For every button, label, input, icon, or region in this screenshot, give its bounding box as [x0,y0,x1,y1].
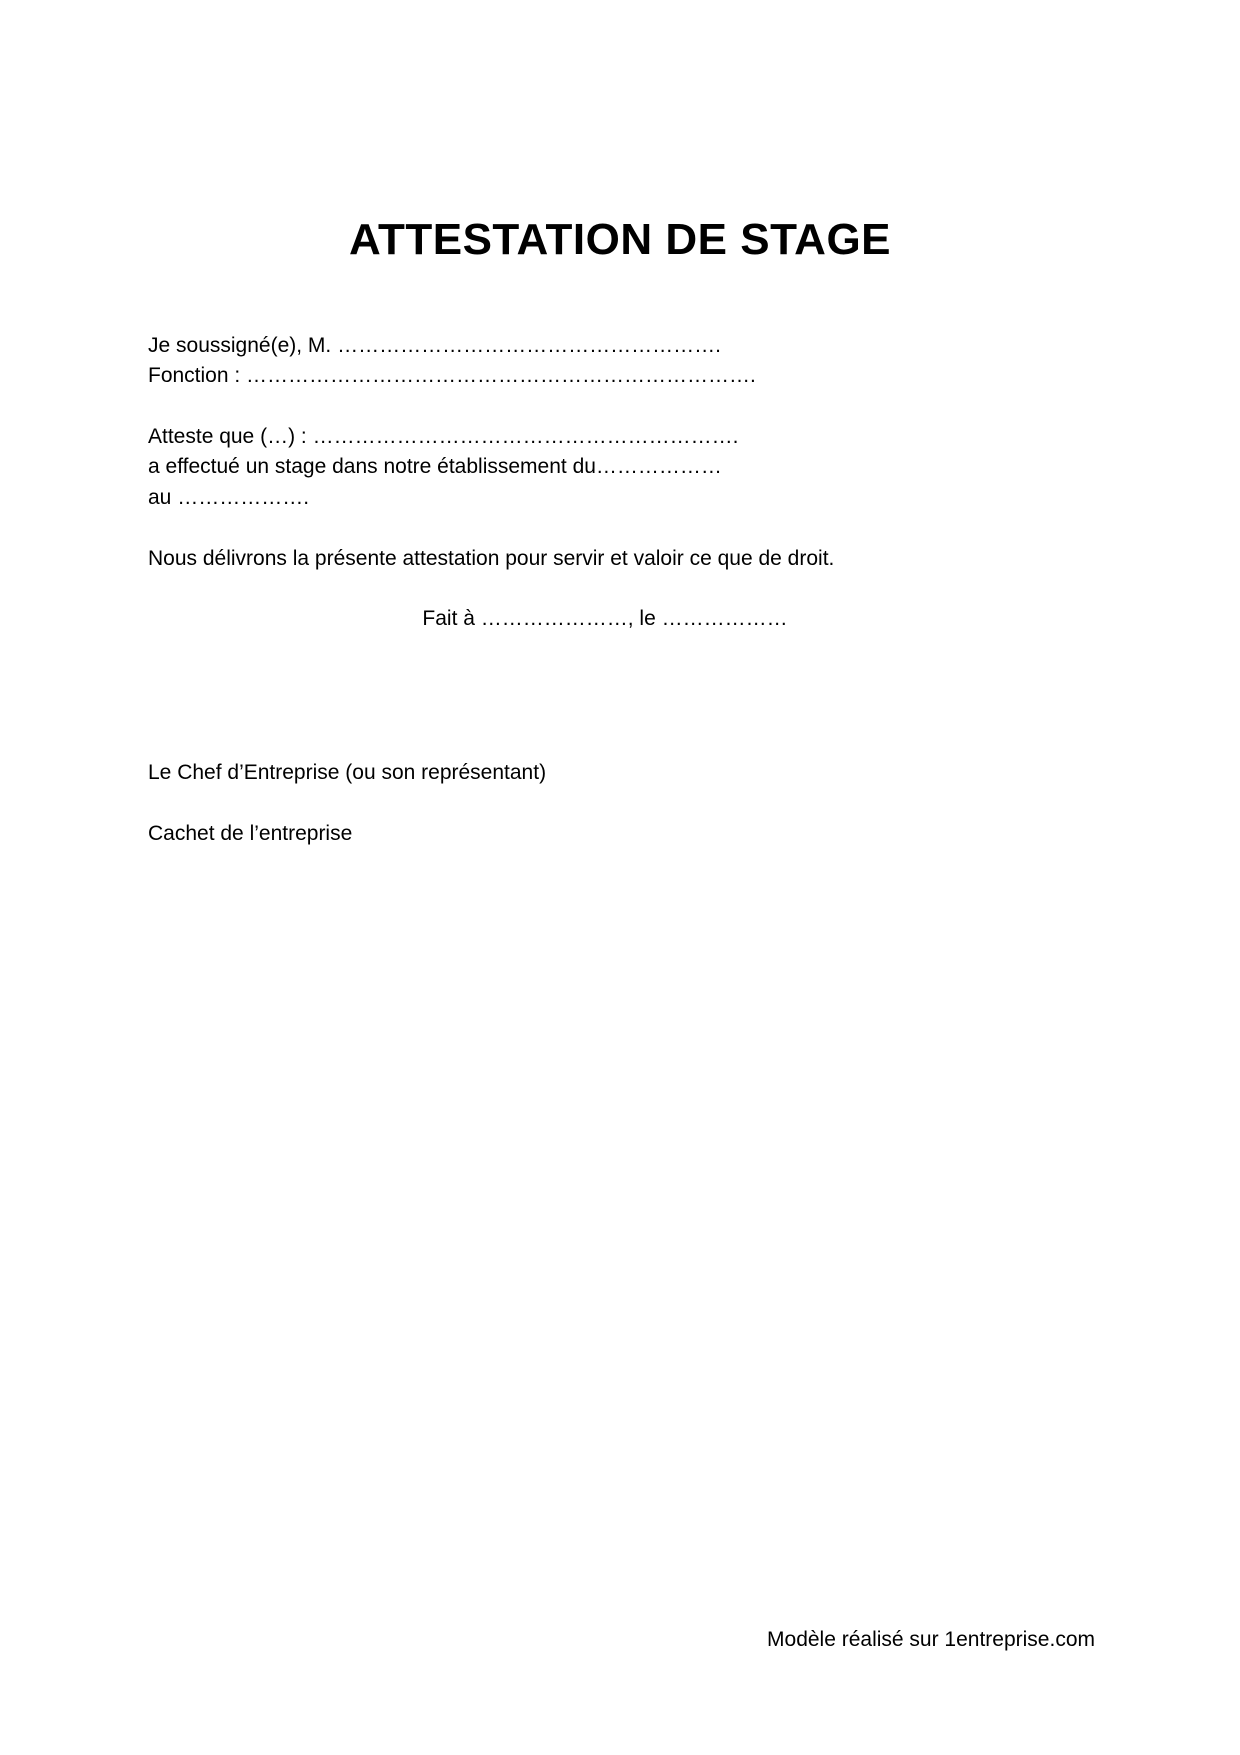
signature-label: Le Chef d’Entreprise (ou son représentant) [148,761,547,784]
company-stamp-label: Cachet de l’entreprise [148,822,353,845]
document-title: ATTESTATION DE STAGE [348,215,892,264]
soussigne-line: Je soussigné(e), M. ………………………………………………. [148,334,721,357]
fait-a-line: Fait à …………………, le ……………… [422,607,788,630]
stage-end-line: au ………………. [148,486,310,509]
footer-credit: Modèle réalisé sur 1entreprise.com [767,1628,1095,1651]
delivrance-line: Nous délivrons la présente attestation pour servir et valoir ce que de droit. [148,547,835,570]
atteste-line: Atteste que (…) : ……………………………………………………. [148,425,739,448]
fonction-line: Fonction : ………………………………………………………………. [148,364,756,387]
stage-period-line: a effectué un stage dans notre établissement du……………… [148,455,722,478]
